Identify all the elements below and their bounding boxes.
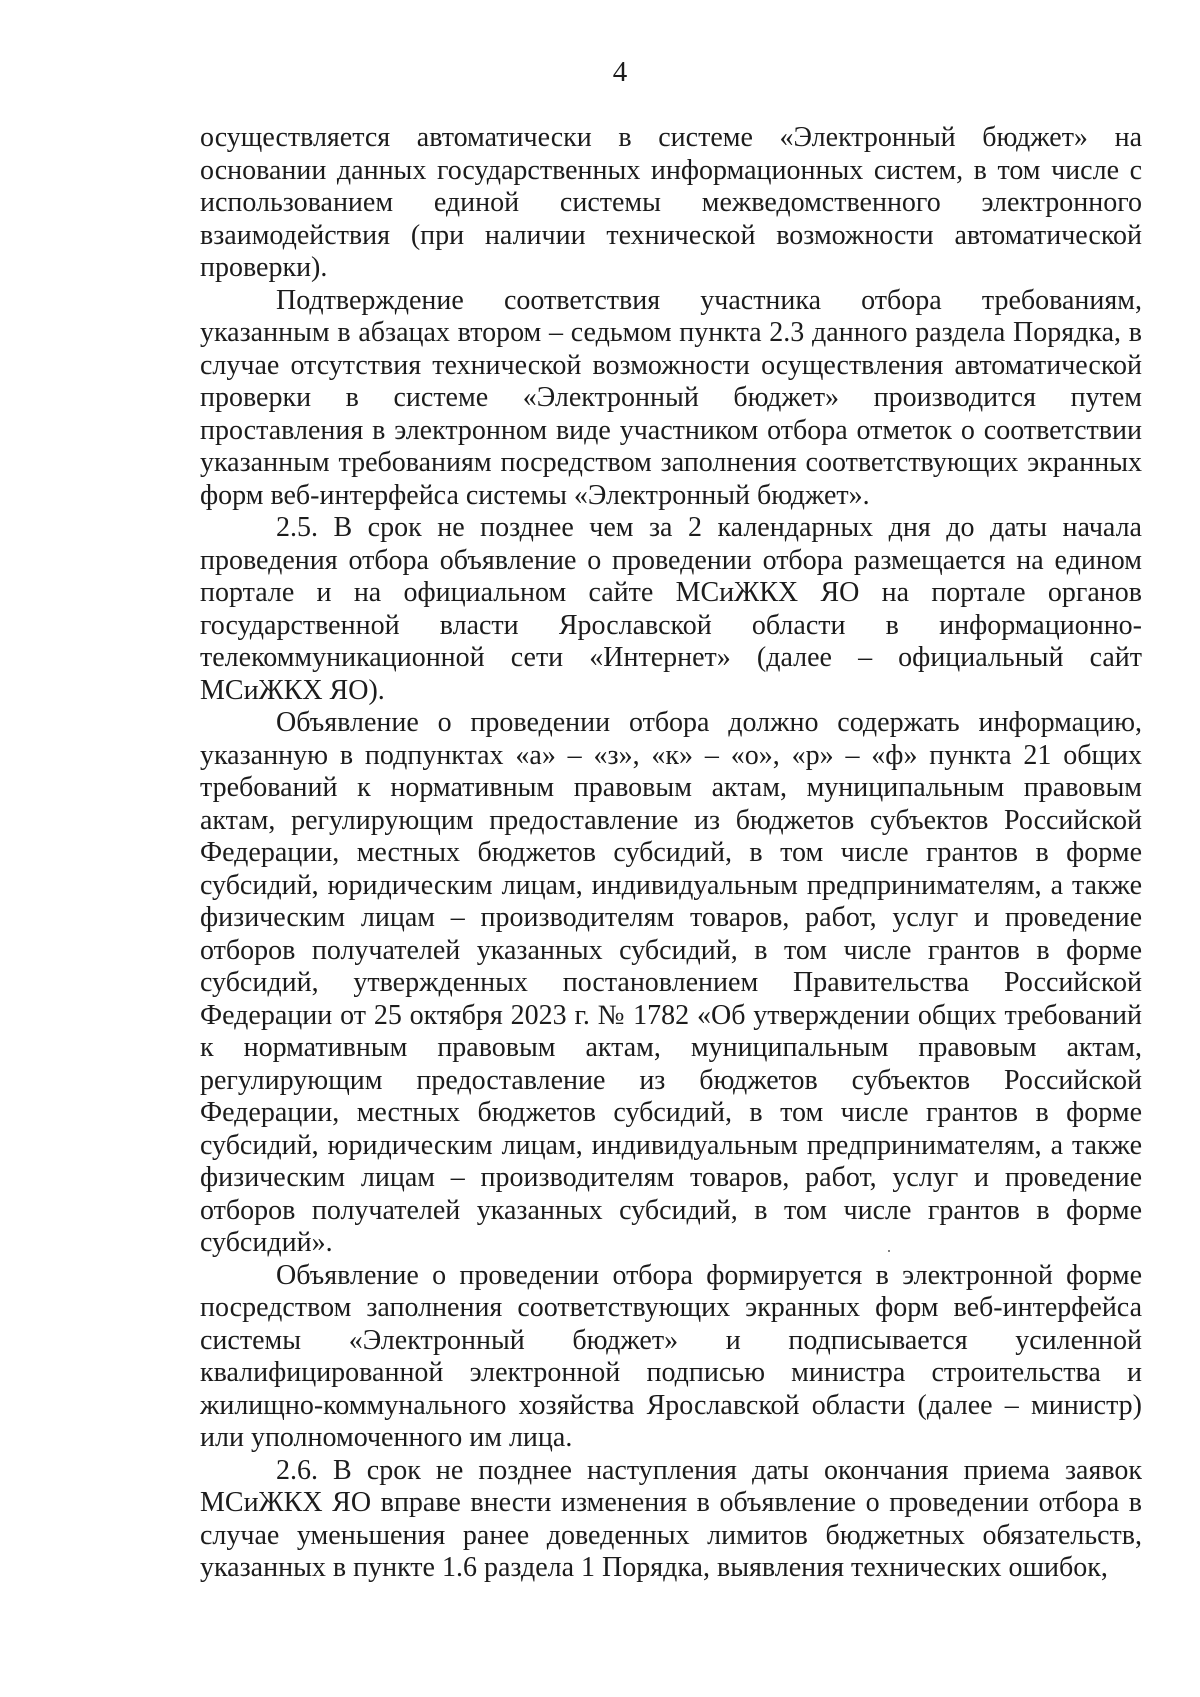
scan-speck <box>888 1250 890 1252</box>
paragraph-continuation: осуществляется автоматически в системе «Электронный бюджет» на основании данных государственных информационных систем, в том числе с использованием единой системы межведомственного электронного взаимодействия (при наличии технической возможности автоматической проверки). <box>200 122 1142 283</box>
document-body <box>200 122 1142 1585</box>
page-number: 4 <box>612 56 628 88</box>
paragraph-announcement-form: Объявление о проведении отбора формируется в электронной форме посредством заполнения соответствующих экранных форм веб-интерфейса системы «Электронный бюджет» и подписывается усиленной квалифицированной электронной подписью министра строительства и жилищно-коммунального хозяйства Ярославской области (далее – министр) или уполномоченного им лица. <box>200 1259 1142 1453</box>
paragraph-2-6: 2.6. В срок не позднее наступления даты окончания приема заявок МСиЖКХ ЯО вправе внести изменения в объявление о проведении отбора в случае уменьшения ранее доведенных лимитов бюджетных обязательств, указанных в пункте 1.6 раздела 1 Порядка, выявления технических ошибок, <box>200 1454 1142 1583</box>
paragraph-announcement-content: Объявление о проведении отбора должно содержать информацию, указанную в подпунктах «а» – «з», «к» – «о», «р» – «ф» пункта 21 общих требований к нормативным правовым актам, муниципальным правовым актам, регулирующим предоставление из бюджетов субъектов Российской Федерации, местных бюджетов субсидий, в том числе грантов в форме субсидий, юридическим лицам, индивидуальным предпринимателям, а также физическим лицам – производителям товаров, работ, услуг и проведение отборов получателей указанных субсидий, в том числе грантов в форме субсидий, утвержденных постановлением Правительства Российской Федерации от 25 октября 2023 г. № 1782 «Об утверждении общих требований к нормативным правовым актам, муниципальным правовым актам, регулирующим предоставление из бюджетов субъектов Российской Федерации, местных бюджетов субсидий, в том числе грантов в форме субсидий, юридическим лицам, индивидуальным предпринимателям, а также физическим лицам – производителям товаров, работ, услуг и проведение отборов получателей указанных субсидий, в том числе грантов в форме субсидий». <box>200 707 1142 1258</box>
paragraph-2-5: 2.5. В срок не позднее чем за 2 календарных дня до даты начала проведения отбора объявление о проведении отбора размещается на едином портале и на официальном сайте МСиЖКХ ЯО на портале органов государственной власти Ярославской области в информационно-телекоммуникационной сети «Интернет» (далее – официальный сайт МСиЖКХ ЯО). <box>200 512 1142 706</box>
paragraph-confirmation: Подтверждение соответствия участника отбора требованиям, указанным в абзацах втором – седьмом пункта 2.3 данного раздела Порядка, в случае отсутствия технической возможности осуществления автоматической проверки в системе «Электронный бюджет» производится путем проставления в электронном виде участником отбора отметок о соответствии указанным требованиям посредством заполнения соответствующих экранных форм веб-интерфейса системы «Электронный бюджет». <box>200 284 1142 511</box>
